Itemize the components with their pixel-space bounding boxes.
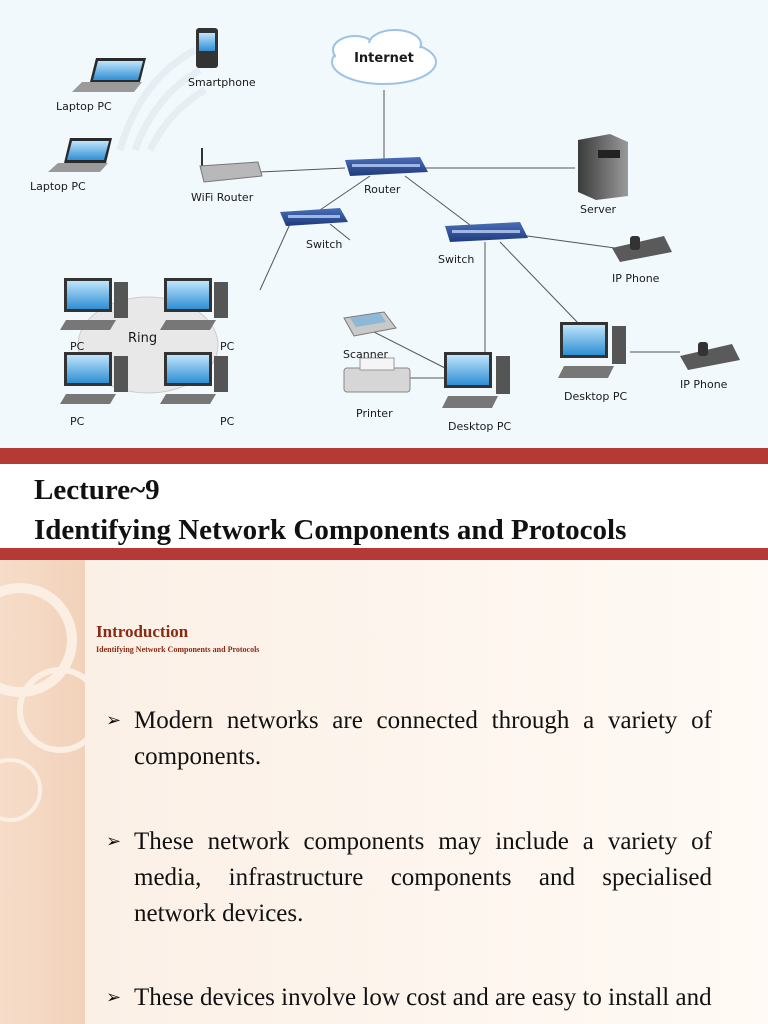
wifi-router-label: WiFi Router (191, 191, 254, 204)
laptop-icon (48, 138, 112, 172)
laptop-label: Laptop PC (30, 180, 86, 193)
pc-label: PC (70, 340, 85, 353)
top-red-bar (0, 448, 768, 464)
router-icon (345, 157, 428, 176)
bullet-item (106, 824, 712, 932)
lecture-title: Identifying Network Components and Protocols (34, 514, 627, 546)
switch-label: Switch (438, 253, 475, 266)
ring-label: Ring (128, 331, 158, 346)
smartphone-label: Smartphone (188, 76, 256, 89)
pc-label: PC (70, 415, 85, 428)
server-label: Server (580, 203, 617, 216)
desktop-pc-icon (558, 322, 626, 378)
switch-label: Switch (306, 238, 343, 251)
laptop-label: Laptop PC (56, 100, 112, 113)
pc-label: PC (220, 415, 235, 428)
arrow-bullet-icon: ➢ (106, 710, 122, 731)
arrow-bullet-icon: ➢ (106, 987, 122, 1008)
bullet-text: These network components may include a variety of media, infrastructure components and specialised network devices. (134, 828, 712, 927)
switch-icon (445, 222, 528, 242)
ip-phone-icon (680, 342, 740, 370)
desktop-pc-label: Desktop PC (564, 390, 628, 403)
printer-icon (344, 358, 410, 392)
scanner-icon (344, 312, 396, 336)
pc-icon (160, 278, 228, 330)
bullet-text: Modern networks are connected through a variety of components. (134, 707, 712, 770)
server-icon (578, 134, 628, 200)
internet-label: Internet (354, 51, 414, 66)
pc-icon (160, 352, 228, 404)
ip-phone-icon (612, 236, 672, 262)
printer-label: Printer (356, 407, 393, 420)
bullet-text: These devices involve low cost and are easy to install and (134, 984, 712, 1011)
scanner-label: Scanner (343, 348, 389, 361)
switch-icon (280, 208, 348, 226)
bullet-item (106, 980, 712, 1016)
ip-phone-label: IP Phone (680, 378, 728, 391)
desktop-pc-label: Desktop PC (448, 420, 512, 433)
slide-decoration (0, 560, 85, 1024)
lecture-number: Lecture~9 (34, 474, 160, 506)
network-diagram (0, 0, 768, 448)
slide-heading: Introduction (96, 622, 189, 641)
laptop-icon (72, 58, 146, 92)
pc-icon (60, 352, 128, 404)
slide-subheading: Identifying Network Components and Protocols (96, 645, 260, 654)
pc-label: PC (220, 340, 235, 353)
bottom-red-bar (0, 548, 768, 560)
smartphone-icon (196, 28, 218, 68)
wifi-router-icon (200, 148, 262, 182)
network-diagram-svg (0, 0, 768, 448)
ip-phone-label: IP Phone (612, 272, 660, 285)
router-label: Router (364, 183, 401, 196)
bullet-item (106, 703, 712, 775)
desktop-pc-icon (442, 352, 510, 408)
arrow-bullet-icon: ➢ (106, 831, 122, 852)
